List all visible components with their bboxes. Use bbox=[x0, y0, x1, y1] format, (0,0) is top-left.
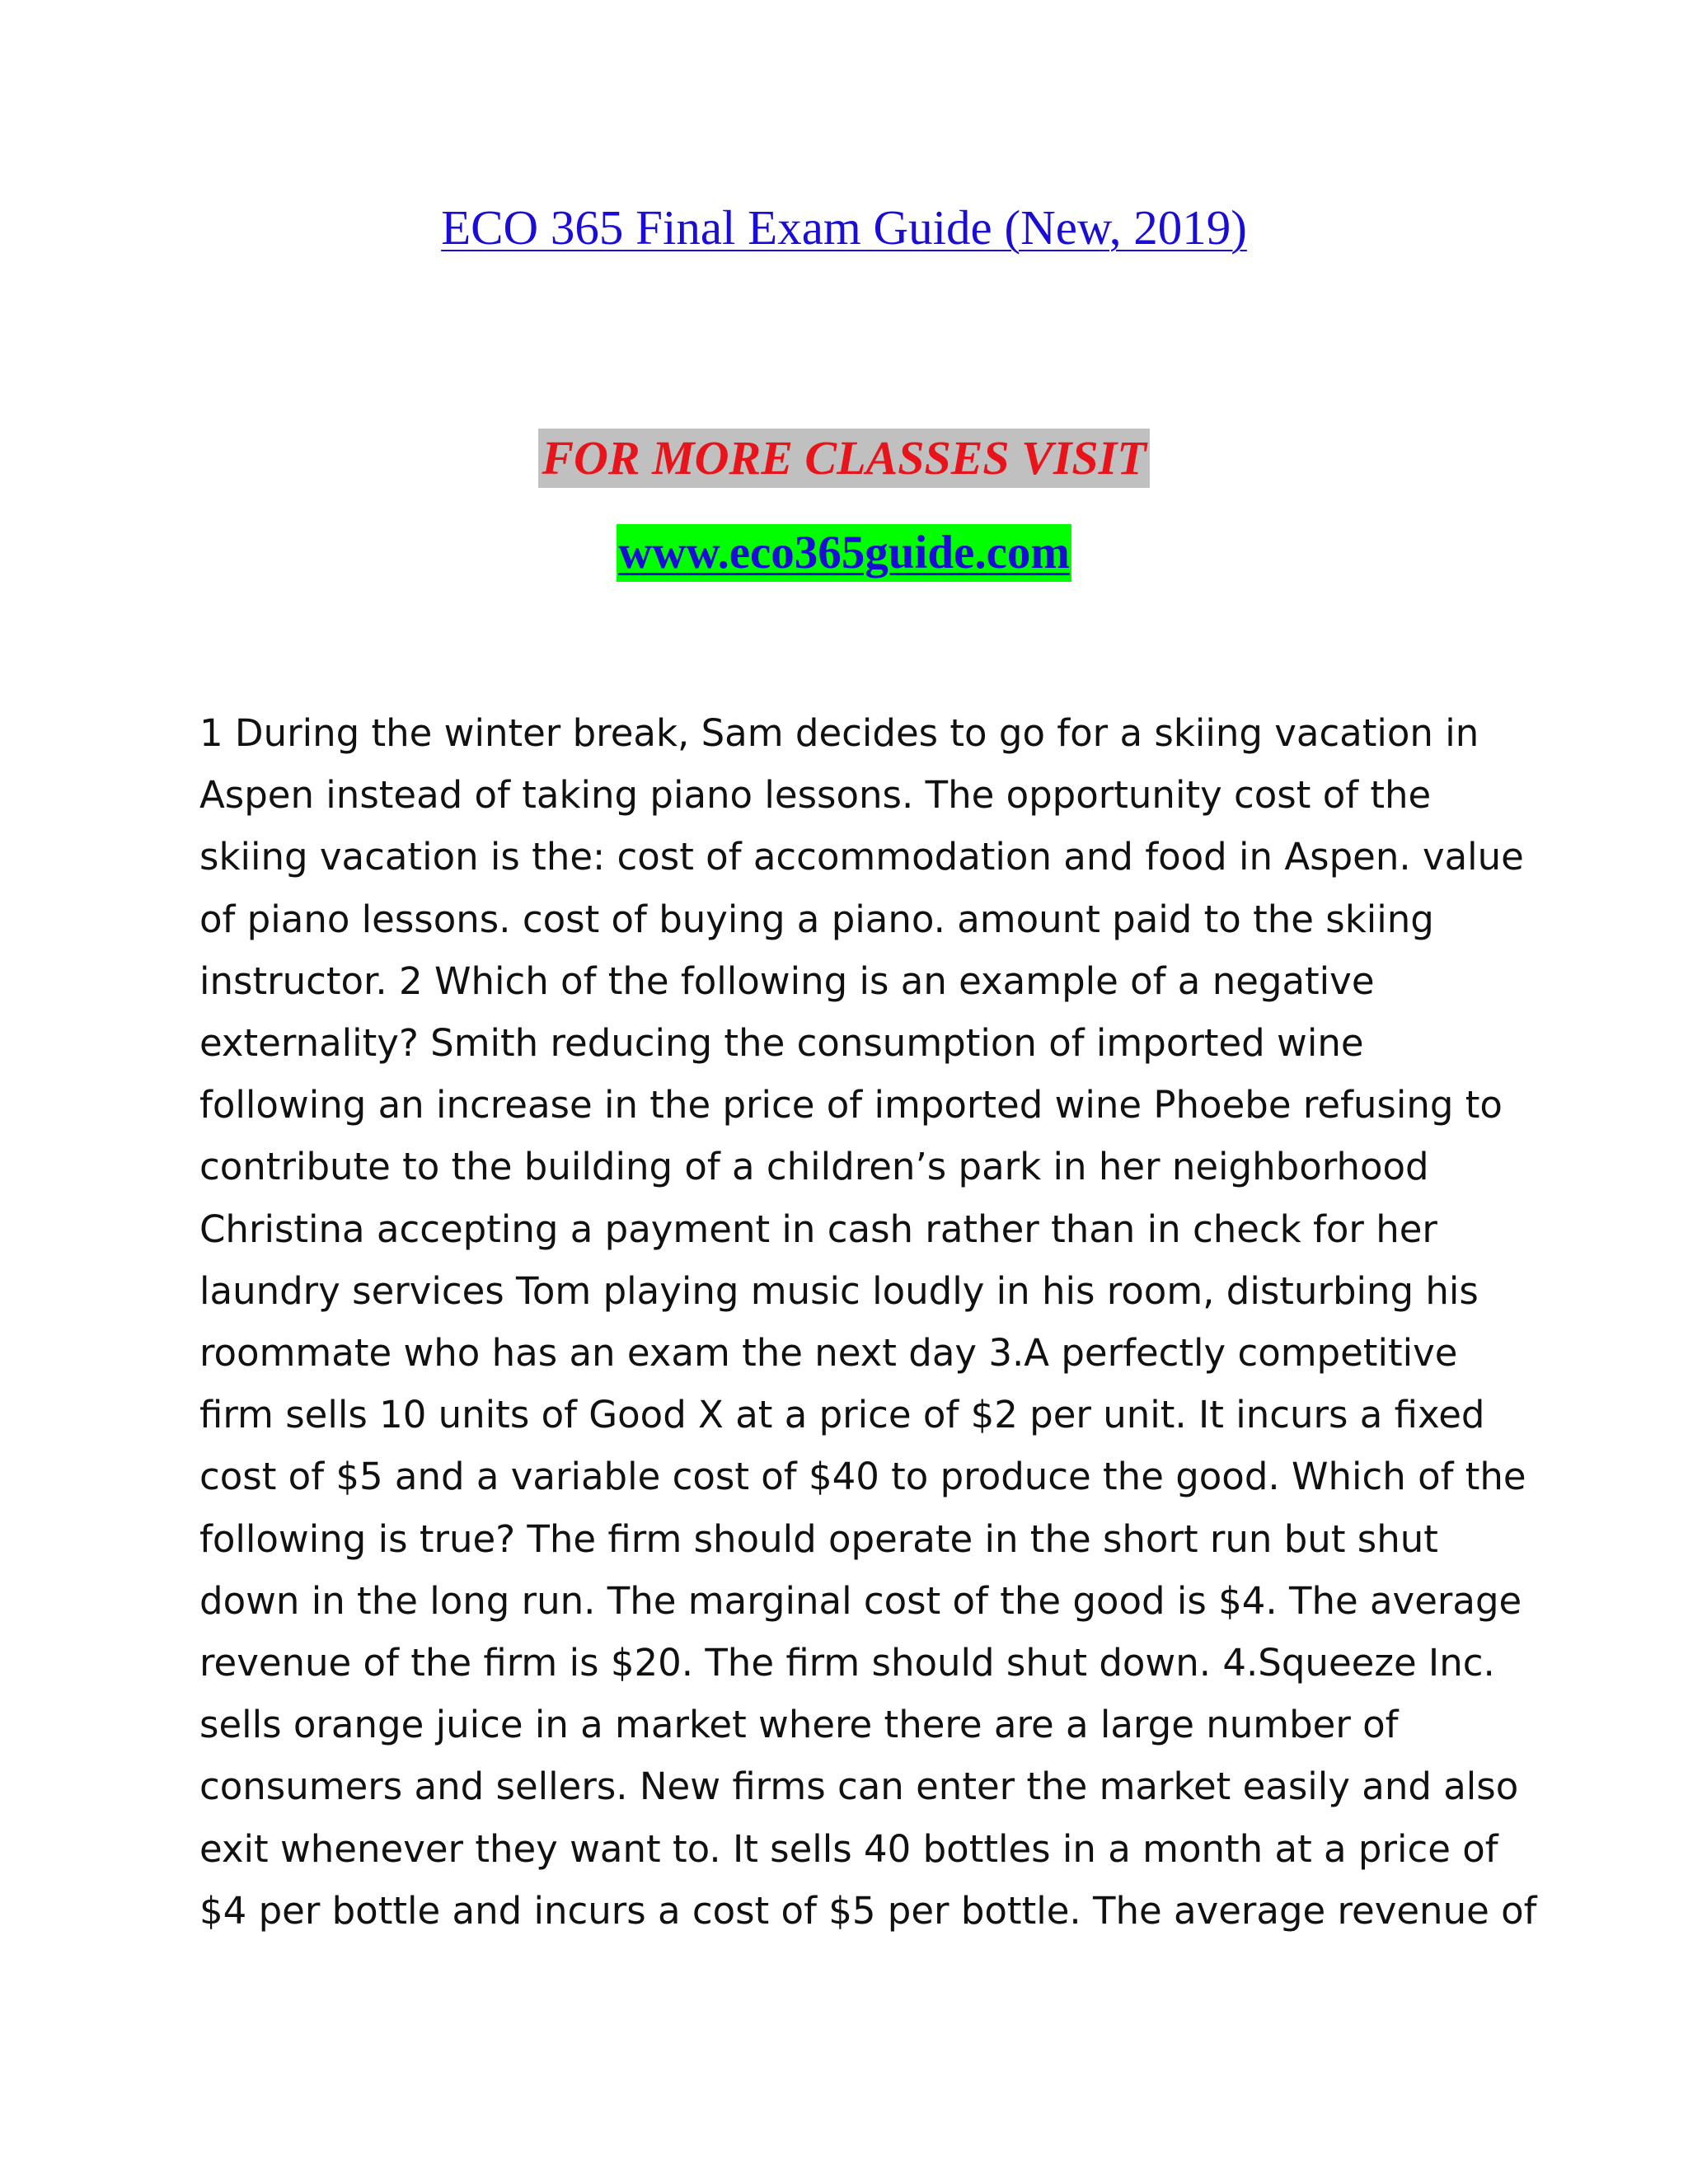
text-line: skiing vacation is the: cost of accommodation and food in Aspen. value bbox=[199, 835, 1524, 879]
text-line: revenue of the firm is $20. The firm should shut down. 4.Squeeze Inc. bbox=[199, 1641, 1495, 1685]
text-line: following an increase in the price of imported wine Phoebe refusing to bbox=[199, 1083, 1503, 1127]
text-line: Aspen instead of taking piano lessons. The opportunity cost of the bbox=[199, 773, 1432, 818]
text-line: following is true? The firm should operate in the short run but shut bbox=[199, 1516, 1438, 1561]
text-line: 1 During the winter break, Sam decides to go for a skiing vacation in bbox=[199, 711, 1479, 755]
text-line: externality? Smith reducing the consumption of imported wine bbox=[199, 1021, 1364, 1066]
text-line: sells orange juice in a market where there are a large number of bbox=[199, 1703, 1399, 1747]
text-line: roommate who has an exam the next day 3.A perfectly competitive bbox=[199, 1331, 1458, 1376]
text-line: firm sells 10 units of Good X at a price of $2 per unit. It incurs a fixed bbox=[199, 1393, 1485, 1437]
exam-questions-text bbox=[199, 702, 1537, 1942]
text-line: of piano lessons. cost of buying a piano. amount paid to the skiing bbox=[199, 897, 1434, 941]
text-line: instructor. 2 Which of the following is an example of a negative bbox=[199, 958, 1375, 1003]
text-line: down in the long run. The marginal cost of the good is $4. The average bbox=[199, 1578, 1522, 1623]
promo-block bbox=[0, 429, 1688, 488]
text-line: Christina accepting a payment in cash rather than in check for her bbox=[199, 1207, 1437, 1251]
url-block bbox=[0, 524, 1688, 582]
text-line: exit whenever they want to. It sells 40 bottles in a month at a price of bbox=[199, 1826, 1498, 1871]
text-line: consumers and sellers. New firms can enter the market easily and also bbox=[199, 1765, 1519, 1809]
text-line: laundry services Tom playing music loudly in his room, disturbing his bbox=[199, 1268, 1479, 1313]
website-link[interactable]: www.eco365guide.com bbox=[617, 524, 1071, 582]
promo-heading: FOR MORE CLASSES VISIT bbox=[538, 429, 1149, 488]
text-line: contribute to the building of a children’s park in her neighborhood bbox=[199, 1145, 1429, 1189]
document-title-link[interactable]: ECO 365 Final Exam Guide (New, 2019) bbox=[441, 200, 1247, 255]
text-line: cost of $5 and a variable cost of $40 to produce the good. Which of the bbox=[199, 1455, 1526, 1499]
text-line: $4 per bottle and incurs a cost of $5 per bottle. The average revenue of bbox=[199, 1888, 1537, 1933]
